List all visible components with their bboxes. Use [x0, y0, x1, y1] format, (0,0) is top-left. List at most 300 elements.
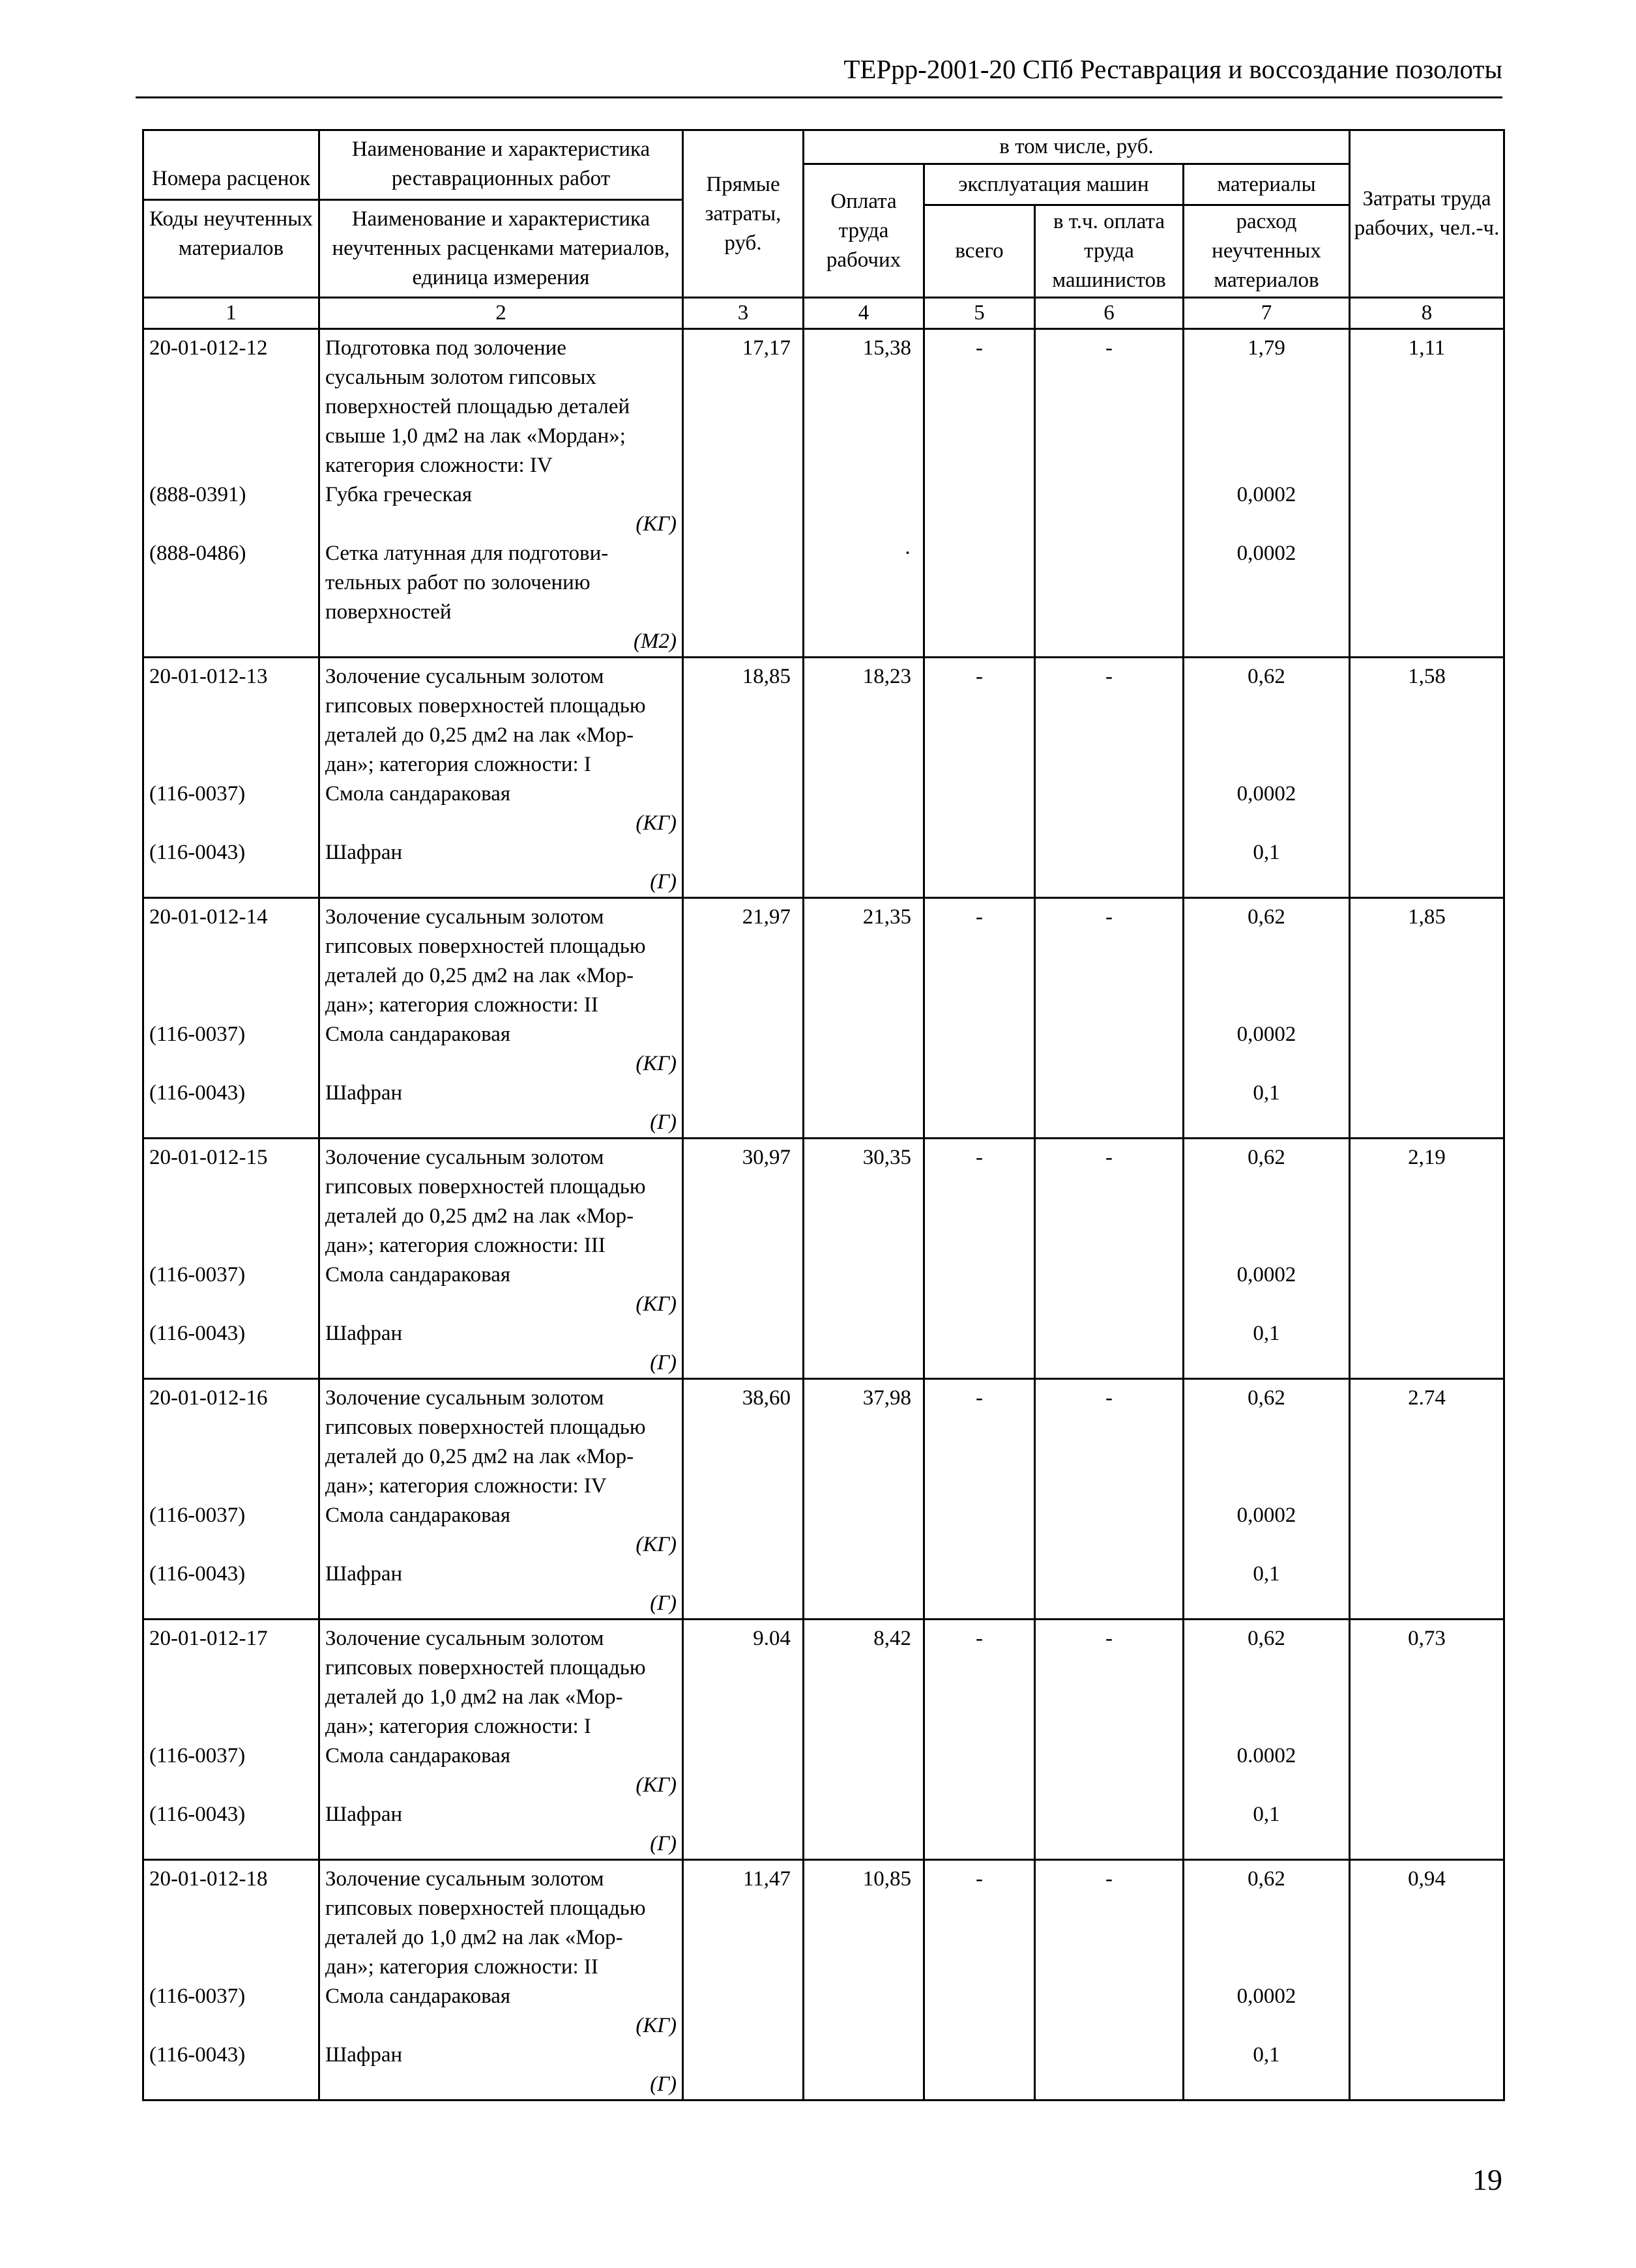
labor-pay-cell: [804, 1620, 924, 1860]
rate-code-cell: [143, 1620, 319, 1860]
spacer: [804, 750, 911, 779]
labor-hours: 0,94: [1408, 1867, 1446, 1891]
column-number: 5: [924, 298, 1035, 329]
rate-name-line: гипсовых поверхностей площадью: [325, 935, 646, 958]
header-divider: [136, 96, 1502, 98]
labor-hours: 1,85: [1408, 905, 1446, 929]
spacer: [804, 1653, 911, 1683]
spacer: [804, 627, 911, 656]
rate-name-line: Подготовка под золочение: [325, 336, 566, 360]
material-code: (888-0391): [149, 483, 246, 506]
material-code: (116-0043): [149, 1081, 246, 1105]
labor-pay: 18,23: [862, 665, 911, 688]
rate-name-line: дан»; категория сложности: III: [325, 1234, 606, 1257]
rate-code: 20-01-012-13: [149, 665, 268, 688]
material-code: (116-0037): [149, 1744, 246, 1767]
spacer: [804, 1953, 911, 1982]
machines-total: -: [976, 1627, 983, 1650]
materials-consumption: 0,62: [1248, 1627, 1285, 1650]
rate-code: 20-01-012-17: [149, 1627, 268, 1650]
spacer: [1184, 809, 1349, 838]
material-mark: [804, 1079, 911, 1108]
spacer: [149, 1589, 314, 1618]
material-unit: (М2): [634, 630, 677, 653]
spacer: [1184, 1290, 1349, 1319]
material-unit: (КГ): [635, 1052, 677, 1075]
labor-hours-cell: [1350, 658, 1504, 898]
header-machines: эксплуатация машин: [924, 164, 1184, 205]
rate-code: 20-01-012-15: [149, 1146, 268, 1169]
material-name-line: Шафран: [325, 1081, 403, 1105]
header-col1: [143, 130, 319, 298]
material-name-line: Губка греческая: [325, 483, 473, 506]
labor-hours: 1,11: [1408, 336, 1446, 360]
rate-name-line: дан»; категория сложности: IV: [325, 1474, 607, 1498]
spacer: [804, 1771, 911, 1800]
table-body: [143, 329, 1504, 2101]
rate-name-line: дан»; категория сложности: I: [325, 753, 591, 776]
spacer: [1184, 721, 1349, 750]
spacer: [1184, 1923, 1349, 1953]
spacer: [804, 961, 911, 991]
rate-name-line: деталей до 0,25 дм2 на лак «Мор-: [325, 1445, 634, 1468]
rate-name-cell: [319, 1860, 683, 2101]
rate-code-cell: [143, 1139, 319, 1379]
page-number: 19: [1472, 2163, 1502, 2196]
spacer: [149, 598, 314, 627]
labor-hours-cell: [1350, 1139, 1504, 1379]
spacer: [1184, 1589, 1349, 1618]
spacer: [1184, 1829, 1349, 1859]
spacer: [804, 1202, 911, 1231]
material-name-line: Шафран: [325, 841, 403, 864]
labor-hours-cell: [1350, 329, 1504, 658]
rate-name-line: гипсовых поверхностей площадью: [325, 1897, 646, 1920]
header-labor-pay: Оплата труда рабочих: [804, 164, 924, 298]
direct-costs: 17,17: [742, 336, 791, 360]
labor-pay: 37,98: [862, 1386, 911, 1410]
material-code: (116-0043): [149, 1803, 246, 1826]
machinists-pay-cell: [1035, 1139, 1184, 1379]
spacer: [149, 1472, 314, 1501]
material-code: (116-0043): [149, 1322, 246, 1345]
labor-hours: 2,19: [1408, 1146, 1446, 1169]
material-unit: (КГ): [635, 1773, 677, 1797]
material-unit: (Г): [650, 1592, 677, 1615]
material-name-line: тельных работ по золочению: [325, 571, 591, 594]
machines-total-cell: [924, 898, 1035, 1139]
material-unit: (КГ): [635, 512, 677, 536]
spacer: [804, 991, 911, 1020]
spacer: [1184, 1530, 1349, 1560]
rate-name-line: Золочение сусальным золотом: [325, 905, 604, 929]
spacer: [1184, 961, 1349, 991]
machines-total-cell: [924, 1620, 1035, 1860]
material-name-line: Шафран: [325, 1562, 403, 1586]
spacer: [804, 1894, 911, 1923]
spacer: [149, 1413, 314, 1442]
rate-code: 20-01-012-14: [149, 905, 268, 929]
spacer: [149, 568, 314, 598]
materials-consumption: 0,62: [1248, 1867, 1285, 1891]
material-mark: [804, 1741, 911, 1771]
spacer: [804, 1829, 911, 1859]
labor-pay: 10,85: [862, 1867, 911, 1891]
spacer: [804, 1231, 911, 1260]
machines-total-cell: [924, 1860, 1035, 2101]
material-mark: [804, 1800, 911, 1829]
spacer: [804, 809, 911, 838]
table-row: [143, 898, 1504, 1139]
machinists-pay: -: [1105, 1627, 1113, 1650]
material-name-line: Смола сандараковая: [325, 1023, 511, 1046]
spacer: [804, 1108, 911, 1137]
labor-pay: 21,35: [862, 905, 911, 929]
material-mark: [804, 1319, 911, 1348]
material-mark: [804, 1260, 911, 1290]
material-code: (116-0037): [149, 1263, 246, 1287]
spacer: [804, 2011, 911, 2041]
machinists-pay: -: [1105, 1146, 1113, 1169]
header-direct-costs: Прямые затраты, руб.: [683, 130, 804, 298]
material-unit: (Г): [650, 870, 677, 894]
column-number: 8: [1350, 298, 1504, 329]
rate-name-line: гипсовых поверхностей площадью: [325, 1416, 646, 1439]
spacer: [149, 1530, 314, 1560]
spacer: [1184, 2011, 1349, 2041]
materials-consumption: 0,62: [1248, 1386, 1285, 1410]
material-unit: (Г): [650, 1351, 677, 1374]
materials-consumption: 0,62: [1248, 665, 1285, 688]
machines-total-cell: [924, 329, 1035, 658]
machines-total: -: [976, 1867, 983, 1891]
header-col2-bottom: Наименование и характеристика неучтенных расценками материалов, единица измерения: [332, 207, 670, 289]
machinists-pay: -: [1105, 665, 1113, 688]
spacer: [149, 961, 314, 991]
spacer: [149, 1442, 314, 1472]
table-row: [143, 658, 1504, 898]
spacer: [149, 1894, 314, 1923]
material-quantity: 0,0002: [1236, 782, 1296, 806]
material-name-line: Сетка латунная для подготови-: [325, 542, 609, 565]
machinists-pay: -: [1105, 336, 1113, 360]
column-number: 6: [1035, 298, 1184, 329]
spacer: [804, 392, 911, 422]
spacer: [1184, 691, 1349, 721]
spacer: [149, 1108, 314, 1137]
spacer: [149, 1683, 314, 1712]
spacer: [1184, 1683, 1349, 1712]
spacer: [804, 1290, 911, 1319]
materials-consumption-cell: [1184, 1860, 1350, 2101]
direct-costs: 9.04: [753, 1627, 791, 1650]
spacer: [1184, 867, 1349, 897]
rates-table: [142, 129, 1505, 2101]
spacer: [804, 568, 911, 598]
spacer: [1184, 451, 1349, 480]
material-quantity: 0,1: [1253, 2043, 1280, 2067]
spacer: [1184, 422, 1349, 451]
spacer: [1184, 1442, 1349, 1472]
header-including: в том числе, руб.: [804, 130, 1350, 164]
labor-pay-cell: [804, 1860, 924, 2101]
spacer: [804, 1923, 911, 1953]
header-col2-top: Наименование и характеристика реставрационных работ: [320, 131, 682, 201]
machinists-pay: -: [1105, 1867, 1113, 1891]
header-col1-bottom: Коды неучтенных материалов: [149, 207, 313, 260]
machinists-pay-cell: [1035, 1860, 1184, 2101]
rate-name-line: гипсовых поверхностей площадью: [325, 1175, 646, 1199]
materials-consumption-cell: [1184, 1620, 1350, 1860]
direct-costs-cell: [683, 329, 804, 658]
labor-hours: 2.74: [1408, 1386, 1446, 1410]
labor-pay: 15,38: [862, 336, 911, 360]
material-code: (116-0043): [149, 841, 246, 864]
spacer: [804, 932, 911, 961]
direct-costs-cell: [683, 658, 804, 898]
material-unit: (КГ): [635, 1292, 677, 1316]
direct-costs-cell: [683, 1379, 804, 1620]
spacer: [1184, 1953, 1349, 1982]
labor-pay-cell: [804, 898, 924, 1139]
spacer: [149, 451, 314, 480]
header-machines-total: всего: [924, 205, 1035, 298]
material-name-line: Шафран: [325, 1803, 403, 1826]
direct-costs-cell: [683, 898, 804, 1139]
rate-name-line: гипсовых поверхностей площадью: [325, 694, 646, 718]
spacer: [149, 2011, 314, 2041]
material-code: (888-0486): [149, 542, 246, 565]
material-mark: [804, 1020, 911, 1049]
spacer: [1184, 1894, 1349, 1923]
material-mark: [804, 1501, 911, 1530]
machinists-pay: -: [1105, 905, 1113, 929]
column-number-row: [143, 298, 1504, 329]
materials-consumption-cell: [1184, 658, 1350, 898]
material-code: (116-0037): [149, 1504, 246, 1527]
table-row: [143, 329, 1504, 658]
rate-code-cell: [143, 1860, 319, 2101]
rate-name-line: Золочение сусальным золотом: [325, 1146, 604, 1169]
spacer: [149, 1771, 314, 1800]
table-header: [143, 130, 1504, 329]
spacer: [149, 1231, 314, 1260]
material-unit: (Г): [650, 2072, 677, 2096]
material-code: (116-0043): [149, 2043, 246, 2067]
spacer: [149, 721, 314, 750]
machines-total-cell: [924, 658, 1035, 898]
rate-name-cell: [319, 1620, 683, 1860]
rate-code-cell: [143, 329, 319, 658]
material-mark: [804, 2041, 911, 2070]
labor-pay-cell: [804, 1379, 924, 1620]
spacer: [149, 1172, 314, 1202]
header-unaccounted-materials: расход неучтенных материалов: [1184, 205, 1350, 298]
direct-costs-cell: [683, 1860, 804, 2101]
spacer: [804, 867, 911, 897]
material-mark: [804, 1560, 911, 1589]
column-number: 3: [683, 298, 804, 329]
materials-consumption: 0,62: [1248, 1146, 1285, 1169]
material-quantity: 0,1: [1253, 1562, 1280, 1586]
spacer: [1184, 510, 1349, 539]
spacer: [804, 1530, 911, 1560]
rate-name-line: дан»; категория сложности: II: [325, 993, 598, 1017]
spacer: [149, 2070, 314, 2099]
rate-code: 20-01-012-18: [149, 1867, 268, 1891]
spacer: [149, 1923, 314, 1953]
labor-pay-cell: [804, 1139, 924, 1379]
machinists-pay-cell: [1035, 658, 1184, 898]
spacer: [1184, 1202, 1349, 1231]
spacer: [804, 1413, 911, 1442]
machinists-pay: -: [1105, 1386, 1113, 1410]
material-unit: (Г): [650, 1832, 677, 1855]
column-number: 7: [1184, 298, 1350, 329]
material-unit: (КГ): [635, 811, 677, 835]
rate-name-line: Золочение сусальным золотом: [325, 1627, 604, 1650]
spacer: [1184, 750, 1349, 779]
material-quantity: 0,0002: [1236, 1023, 1296, 1046]
rate-name-cell: [319, 898, 683, 1139]
materials-consumption-cell: [1184, 898, 1350, 1139]
labor-pay-cell: [804, 329, 924, 658]
direct-costs: 30,97: [742, 1146, 791, 1169]
header-materials: материалы: [1184, 164, 1350, 205]
material-mark: [804, 480, 911, 510]
spacer: [804, 1348, 911, 1378]
labor-pay: 8,42: [873, 1627, 911, 1650]
rate-name-line: поверхностей площадью деталей: [325, 395, 630, 418]
rate-code: 20-01-012-12: [149, 336, 268, 360]
material-name-line: Смола сандараковая: [325, 1984, 511, 2008]
material-name-line: поверхностей: [325, 600, 452, 624]
material-quantity: 0,1: [1253, 1803, 1280, 1826]
rate-code: 20-01-012-16: [149, 1386, 268, 1410]
header-col2: [319, 130, 683, 298]
spacer: [149, 1202, 314, 1231]
labor-pay-cell: [804, 658, 924, 898]
table-row: [143, 1379, 1504, 1620]
machines-total: -: [976, 1386, 983, 1410]
spacer: [149, 1348, 314, 1378]
spacer: [804, 1472, 911, 1501]
material-code: (116-0037): [149, 782, 246, 806]
material-name-line: Смола сандараковая: [325, 1263, 511, 1287]
spacer: [1184, 363, 1349, 392]
material-name-line: Смола сандараковая: [325, 1504, 511, 1527]
spacer: [1184, 1472, 1349, 1501]
rate-code-cell: [143, 1379, 319, 1620]
spacer: [804, 451, 911, 480]
spacer: [1184, 1049, 1349, 1079]
spacer: [1184, 598, 1349, 627]
material-name-line: Смола сандараковая: [325, 1744, 511, 1767]
column-number: 2: [319, 298, 683, 329]
direct-costs: 21,97: [742, 905, 791, 929]
rate-name-cell: [319, 1379, 683, 1620]
rate-name-line: Золочение сусальным золотом: [325, 665, 604, 688]
spacer: [804, 1172, 911, 1202]
spacer: [1184, 1712, 1349, 1741]
spacer: [149, 510, 314, 539]
labor-hours: 0,73: [1408, 1627, 1446, 1650]
materials-consumption: 0,62: [1248, 905, 1285, 929]
rate-name-line: деталей до 0,25 дм2 на лак «Мор-: [325, 1204, 634, 1228]
table-row: [143, 1620, 1504, 1860]
material-name-line: Шафран: [325, 1322, 403, 1345]
spacer: [149, 363, 314, 392]
table-row: [143, 1860, 1504, 2101]
spacer: [804, 691, 911, 721]
rate-name-cell: [319, 658, 683, 898]
material-quantity: 0.0002: [1236, 1744, 1296, 1767]
spacer: [804, 363, 911, 392]
spacer: [1184, 568, 1349, 598]
labor-hours-cell: [1350, 898, 1504, 1139]
labor-hours-cell: [1350, 1860, 1504, 2101]
spacer: [149, 1953, 314, 1982]
spacer: [1184, 1348, 1349, 1378]
material-quantity: 0,1: [1253, 1081, 1280, 1105]
material-name-line: Смола сандараковая: [325, 782, 511, 806]
materials-consumption-cell: [1184, 1139, 1350, 1379]
spacer: [149, 1829, 314, 1859]
machinists-pay-cell: [1035, 1620, 1184, 1860]
spacer: [149, 991, 314, 1020]
labor-hours-cell: [1350, 1620, 1504, 1860]
spacer: [149, 1712, 314, 1741]
header-machinists-pay: в т.ч. оплата труда машинистов: [1035, 205, 1184, 298]
rate-name-line: гипсовых поверхностей площадью: [325, 1656, 646, 1679]
header-labor-hours: Затраты труда рабочих, чел.-ч.: [1350, 130, 1504, 298]
rate-name-line: деталей до 1,0 дм2 на лак «Мор-: [325, 1926, 623, 1949]
material-name-line: Шафран: [325, 2043, 403, 2067]
spacer: [804, 1712, 911, 1741]
spacer: [804, 721, 911, 750]
direct-costs-cell: [683, 1139, 804, 1379]
spacer: [1184, 627, 1349, 656]
material-quantity: 0,0002: [1236, 1504, 1296, 1527]
rate-name-line: дан»; категория сложности: I: [325, 1715, 591, 1738]
material-code: (116-0037): [149, 1023, 246, 1046]
rate-name-line: свыше 1,0 дм2 на лак «Мордан»;: [325, 424, 626, 448]
rate-code-cell: [143, 898, 319, 1139]
rate-name-line: категория сложности: IV: [325, 454, 553, 477]
machinists-pay-cell: [1035, 898, 1184, 1139]
rate-name-cell: [319, 329, 683, 658]
spacer: [804, 1442, 911, 1472]
spacer: [804, 1049, 911, 1079]
spacer: [149, 627, 314, 656]
header-col1-top: Номера расценок: [144, 160, 318, 201]
material-quantity: 0,0002: [1236, 1263, 1296, 1287]
material-code: (116-0043): [149, 1562, 246, 1586]
materials-consumption-cell: [1184, 329, 1350, 658]
rate-code-cell: [143, 658, 319, 898]
spacer: [149, 691, 314, 721]
material-quantity: 0,0002: [1236, 483, 1296, 506]
spacer: [804, 510, 911, 539]
machines-total: -: [976, 336, 983, 360]
material-mark: [804, 779, 911, 809]
direct-costs: 38,60: [742, 1386, 791, 1410]
material-quantity: 0,0002: [1236, 542, 1296, 565]
machines-total-cell: [924, 1379, 1035, 1620]
labor-pay: 30,35: [862, 1146, 911, 1169]
spacer: [149, 1049, 314, 1079]
spacer: [149, 809, 314, 838]
